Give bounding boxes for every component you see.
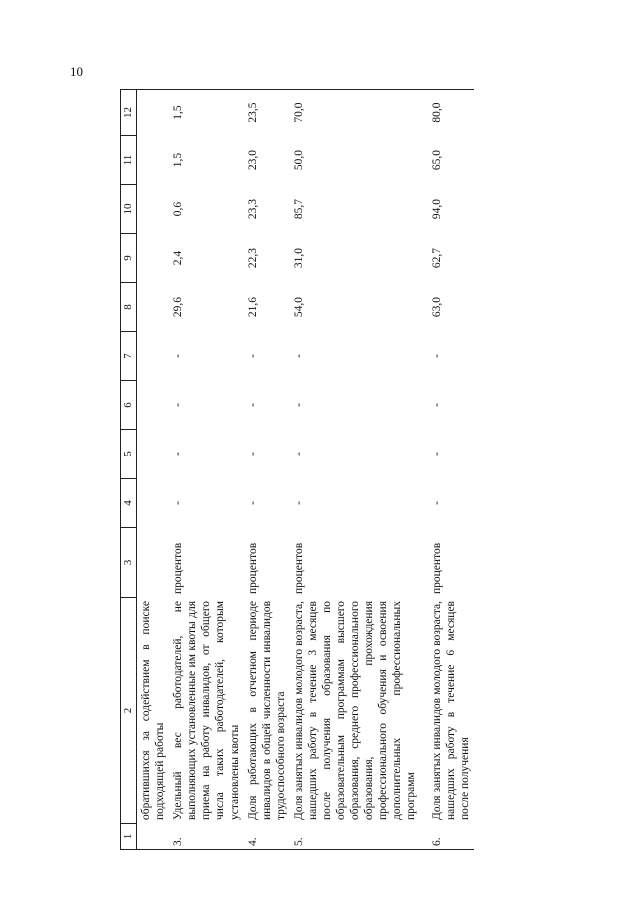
value-cell: - — [172, 452, 185, 456]
value-cell: 21,6 — [246, 296, 259, 318]
value-cell — [137, 283, 170, 332]
value-cell: 54,0 — [292, 296, 305, 318]
table-row — [137, 90, 170, 850]
table-row — [244, 90, 290, 850]
value-cell — [137, 136, 170, 185]
value-cell: 85,7 — [292, 198, 305, 220]
indicators-table — [120, 89, 474, 850]
value-cell: 50,0 — [292, 149, 305, 171]
value-cell: 63,0 — [430, 296, 443, 318]
value-cell: - — [292, 452, 305, 456]
value-cell: - — [292, 403, 305, 407]
col-header: 8 — [121, 283, 137, 332]
table-row — [169, 90, 243, 850]
unit-cell — [137, 528, 170, 598]
value-cell: - — [292, 501, 305, 505]
row-number — [137, 824, 170, 850]
page-number: 10 — [70, 64, 83, 79]
value-cell: - — [172, 403, 185, 407]
value-cell: 1,5 — [172, 152, 185, 168]
column-number-row — [121, 90, 137, 850]
indicator-name: Доля занятых инвалидов молодого возраста, нашедших работу в течение 3 месяцев после получения образования по образовательным программам высшего образования, среднего профессионального образования, прохождения профессионального обучения и освоения дополнительных профессиональных программ — [292, 601, 417, 820]
row-number: 5. — [290, 824, 428, 850]
value-cell: 23,3 — [246, 198, 259, 220]
value-cell: 22,3 — [246, 247, 259, 269]
value-cell: - — [246, 403, 259, 407]
value-cell: 62,7 — [430, 247, 443, 269]
col-header: 11 — [121, 136, 137, 185]
col-header: 6 — [121, 381, 137, 430]
col-header: 1 — [121, 824, 137, 850]
row-number: 6. — [428, 824, 474, 850]
value-cell: - — [430, 452, 443, 456]
col-header: 2 — [121, 598, 137, 824]
unit-cell: процентов — [430, 542, 443, 594]
indicator-name: Доля занятых инвалидов молодого возраста, нашедших работу в течение 6 месяцев после получения — [430, 601, 471, 820]
table-row — [290, 90, 428, 850]
value-cell: 29,6 — [172, 296, 185, 318]
value-cell: 1,5 — [169, 90, 243, 136]
col-header: 7 — [121, 332, 137, 381]
value-cell: 31,0 — [292, 247, 305, 269]
table-row — [428, 90, 474, 850]
value-cell: - — [246, 452, 259, 456]
value-cell: 2,4 — [172, 250, 185, 266]
value-cell: 23,0 — [246, 149, 259, 171]
value-cell: - — [430, 354, 443, 358]
value-cell — [137, 90, 170, 136]
value-cell: 23,5 — [244, 90, 290, 136]
value-cell: 80,0 — [428, 90, 474, 136]
indicator-name: Доля работающих в отчетном периоде инвалидов в общей численности инвалидов трудоспособного возраста — [246, 601, 287, 820]
value-cell — [137, 479, 170, 528]
value-cell: - — [246, 501, 259, 505]
col-header: 10 — [121, 185, 137, 234]
unit-cell: процентов — [172, 542, 185, 594]
value-cell: - — [430, 501, 443, 505]
col-header: 3 — [121, 528, 137, 598]
value-cell: - — [172, 501, 185, 505]
value-cell — [137, 381, 170, 430]
col-header: 5 — [121, 430, 137, 479]
value-cell — [137, 332, 170, 381]
value-cell: - — [430, 403, 443, 407]
value-cell — [137, 234, 170, 283]
value-cell: - — [172, 354, 185, 358]
value-cell: 0,6 — [172, 201, 185, 217]
value-cell: 65,0 — [430, 149, 443, 171]
value-cell: 94,0 — [430, 198, 443, 220]
value-cell — [137, 185, 170, 234]
col-header: 4 — [121, 479, 137, 528]
indicator-name: Удельный вес работодателей, не выполняющих установленные им квоты для приема на работу инвалидов, от общего числа таких работодателей, которым установлены квоты — [172, 601, 241, 820]
unit-cell: процентов — [292, 542, 305, 594]
value-cell: - — [246, 354, 259, 358]
rotated-table-container — [120, 90, 620, 850]
value-cell: - — [292, 354, 305, 358]
unit-cell: процентов — [246, 542, 259, 594]
indicator-name: обратившихся за содействием в поиске подходящей работы — [140, 601, 167, 820]
col-header: 12 — [121, 90, 137, 136]
value-cell — [137, 430, 170, 479]
row-number: 4. — [244, 824, 290, 850]
row-number: 3. — [169, 824, 243, 850]
col-header: 9 — [121, 234, 137, 283]
value-cell: 70,0 — [290, 90, 428, 136]
